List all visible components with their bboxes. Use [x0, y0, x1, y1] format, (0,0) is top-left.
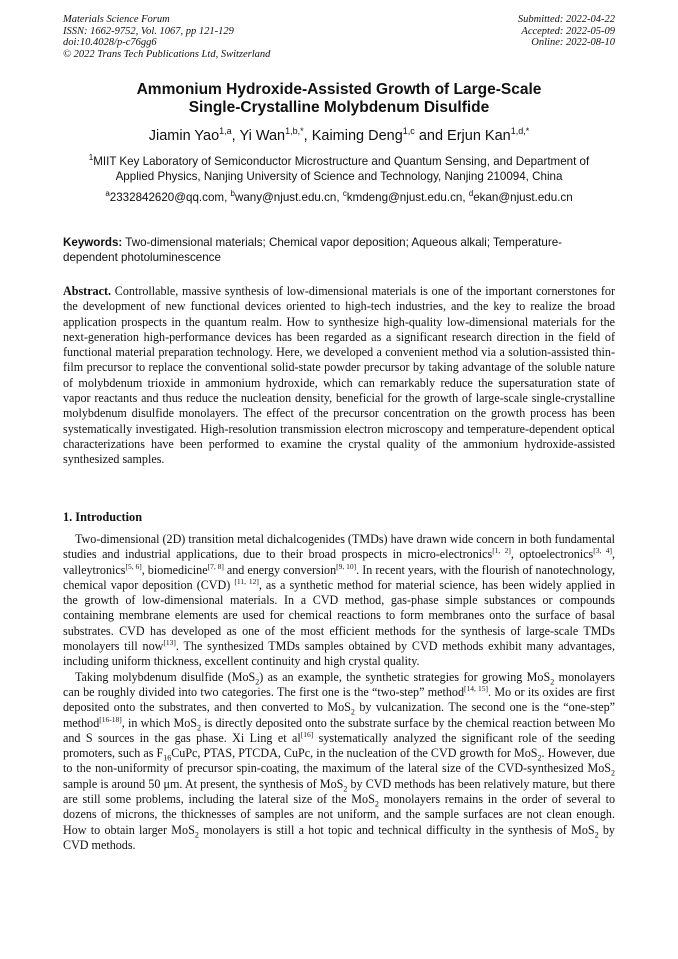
author-separator: , [303, 127, 312, 144]
author-affil-sup: 1,c [402, 126, 415, 136]
affiliation-line-2: Applied Physics, Nanjing University of Science and Technology, Nanjing 210094, China [115, 170, 563, 184]
email-link[interactable]: 2332842620@qq.com [109, 190, 225, 204]
citation[interactable]: [7, 8] [207, 561, 224, 571]
author-name: Yi Wan [239, 127, 286, 144]
author-affil-sup: 1,d,* [510, 126, 530, 136]
submitted-date: Submitted: 2022-04-22 [517, 14, 615, 25]
email-link[interactable]: ekan@njust.edu.cn [473, 190, 573, 204]
title-line-1: Ammonium Hydroxide-Assisted Growth of Large-Scale [136, 81, 542, 98]
keywords-text: Two-dimensional materials; Chemical vapor deposition; Aqueous alkali; Temperature-dependent photoluminescence [63, 236, 562, 264]
author-name: Erjun Kan [447, 127, 511, 144]
abstract-label: Abstract. [63, 284, 112, 298]
author-affil-sup: 1,a [219, 126, 232, 136]
author-separator: , [231, 127, 240, 144]
intro-paragraph-2: Taking molybdenum disulfide (MoS$_2$) as an example, the synthetic strategies for growing MoS$_2$ monolayers can be roughly divided into two categories. The first one is the “two-step” method[14, 15]. Mo or its oxides are first deposited onto the substrates, and then converted to MoS$_2$ by vulcanization. The second one is the “one-step” method[16-18], in which MoS$_2$ is directly deposited onto the substrate surface by the chemical reaction between Mo and S sources in the gas phase. Xi Ling et al[16] systematically analyzed the significant role of the seeding promoters, such as $F_{16}CuPc$, PTAS, PTCDA, CuPc, in the nucleation of the CVD growth for MoS$_2$. However, due to the non-uniformity of precursor spin-coating, the maximum of the lateral size of the CVD-synthesized MoS$_2$ sample is around 50 μm. At present, the synthesis of MoS$_2$ by CVD methods has been relatively mature, but there are still some problems, including the lateral size of the MoS$_2$ monolayers remains in the order of several to dozens of microns, the thicknesses of samples are not uniform, and the sample surfaces are not clean enough. How to obtain larger MoS$_2$ monolayers is still a hot topic and technical difficulty in the synthesis of MoS$_2$ by CVD methods. [63, 669, 616, 852]
accepted-date: Accepted: 2022-05-09 [521, 25, 615, 37]
author-affil-sup: 1,b,* [285, 126, 304, 136]
abstract-text: Controllable, massive synthesis of low-dimensional materials is one of the important cornerstones for the development of new functional devices oriented to high-tech industries, and the key to realize the broad application prospects in the quantum realm. How to synthesize high-quality low-dimensional materials for the next-generation high-performance devices has been regarded as a significant research direction in the field of functional material preparation technology. Here, we developed a convenient method via a solution-assisted thin-film precursor to replace the conventional solid-state powder precursor by taking advantage of the soluble nature of molybdenum trioxide in ammonium hydroxide, which can remarkably reduce the supersaturation state of vapor reactants and thus reduce the nucleation density, beneficial for the growth of large-scale single-crystalline molybdenum disulfide monolayers. The effect of the precursor concentration on the growth process has been systematically investigated. High-resolution transmission electron microscopy and temperature-dependent optical characterizations have been performed to examine the crystal quality of the ammonium hydroxide-assisted synthesized samples. [63, 284, 615, 467]
email-sup: b [230, 189, 235, 198]
email-sup: c [342, 189, 347, 198]
keywords-label: Keywords: [63, 236, 123, 249]
intro-paragraph-1: Two-dimensional (2D) transition metal dichalcogenides (TMDs) have drawn wide concern in both fundamental studies and industrial applications, due to their broad prospects in micro-electronics[1, 2], optoelectronics[3, 4], valleytronics[5, 6], biomedicine[7, 8] and energy conversion[9, 10]. In recent years, with the flourish of nanotechnology, chemical vapor deposition (CVD) [11, 12], as a synthetic method for material science, has been widely applied in the growth of low-dimensional materials. In a CVD method, gas-phase simple substances or compounds containing membrane elements are used for chemical reactions to form membranes onto the surface of basal substrates. CVD has developed as one of the most efficient methods for the synthesis of large-scale TMDs monolayers till now[13]. The synthesized TMDs samples obtained by CVD methods exhibit many advantages, including uniform thickness, excellent continuity and high crystal quality. [63, 532, 616, 669]
citation[interactable]: [5, 6] [125, 561, 142, 571]
title-line-2: Single-Crystalline Molybdenum Disulfide [188, 99, 490, 116]
doi-line: doi:10.4028/p-c76gg6 [63, 37, 157, 49]
affiliation-line-1: MIIT Key Laboratory of Semiconductor Microstructure and Quantum Sensing, and Department of [93, 154, 590, 168]
citation[interactable]: [3, 4] [593, 546, 612, 556]
email-sup: d [468, 189, 474, 198]
citation[interactable]: [16-18] [99, 714, 122, 724]
online-date: Online: 2022-08-10 [531, 37, 615, 49]
email-link[interactable]: kmdeng@njust.edu.cn [346, 190, 463, 204]
email-link[interactable]: wany@njust.edu.cn [234, 190, 337, 204]
citation[interactable]: [9, 10] [336, 561, 357, 571]
citation[interactable]: [11, 12] [234, 576, 259, 586]
affiliation [63, 150, 615, 185]
citation[interactable]: [13] [163, 638, 176, 648]
copyright-line: © 2022 Trans Tech Publications Ltd, Switzerland [63, 48, 271, 60]
email-list: $^a$2332842620@qq.com, $^b$wany@njust.edu.cn, $^c$kmdeng@njust.edu.cn, $^d$ekan@njust.edu.cn [105, 189, 573, 204]
paper-title [63, 81, 615, 117]
section-heading-introduction: 1. Introduction [63, 510, 143, 524]
journal-info [63, 14, 403, 60]
abstract-block [63, 284, 615, 468]
author-name: Jiamin Yao [148, 127, 220, 144]
email-sup: a [105, 189, 110, 198]
introduction-body [63, 532, 615, 853]
author-list [63, 123, 615, 145]
citation[interactable]: [16] [300, 729, 314, 739]
author-and: and [414, 127, 448, 144]
issn-line: ISSN: 1662-9752, Vol. 1067, pp 121-129 [63, 25, 234, 37]
author-name: Kaiming Deng [311, 127, 403, 144]
keywords-block [63, 236, 615, 265]
citation[interactable]: [1, 2] [492, 546, 511, 556]
citation[interactable]: [14, 15] [464, 683, 489, 693]
dates-info [415, 14, 615, 49]
journal-name: Materials Science Forum [63, 14, 170, 25]
affiliation-sup: 1 [88, 153, 94, 162]
